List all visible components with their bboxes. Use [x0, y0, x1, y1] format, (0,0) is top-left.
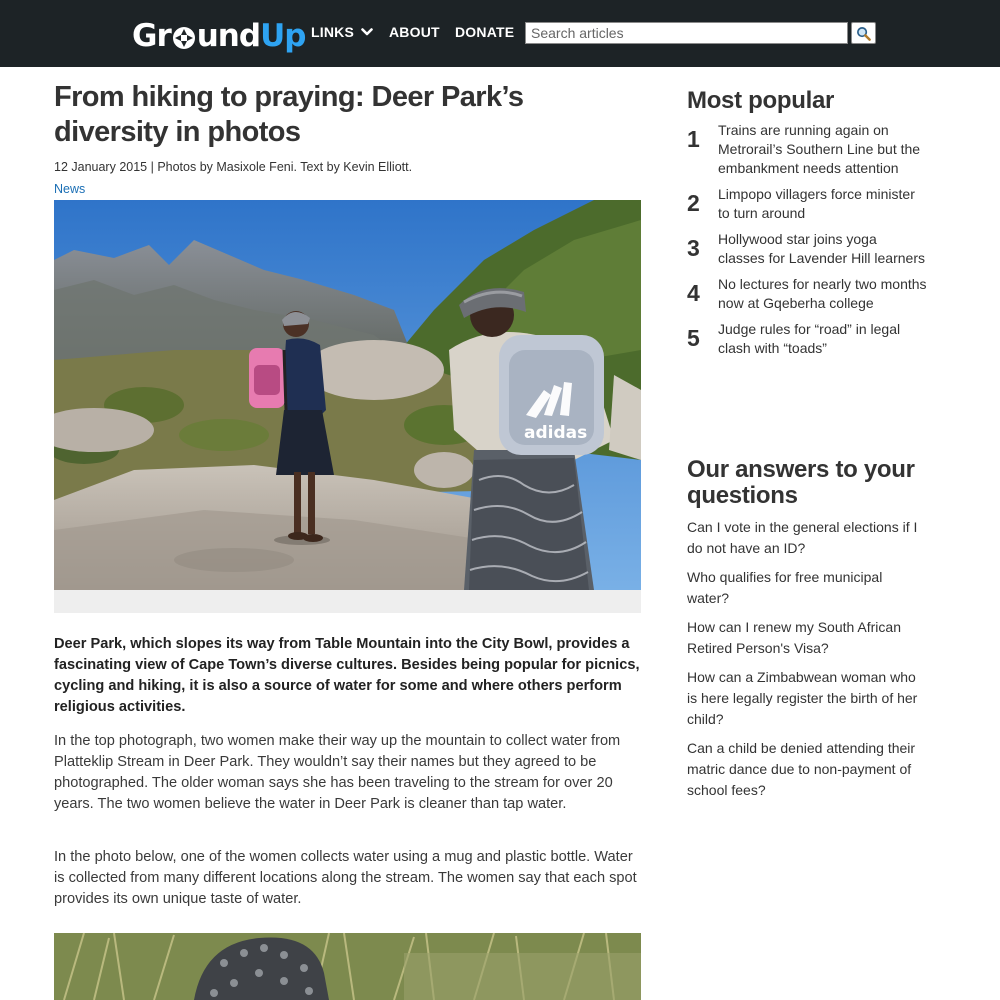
site-header	[0, 0, 1000, 67]
answers-list-item	[687, 567, 927, 609]
answers-list-item	[687, 517, 927, 559]
rank-number: 4	[687, 280, 700, 306]
most-popular-item	[687, 121, 927, 178]
article-paragraph-1: In the top photograph, two women make their way up the mountain to collect water from Platteklip Stream in Deer Park. They wouldn’t say their names but they agreed to be photographed. The older woman says she has been traveling to the stream for over 20 years. The two women believe the water in Deer Park is cleaner than tap water.	[54, 733, 621, 812]
most-popular-item	[687, 275, 927, 313]
nav-links-menu[interactable]	[311, 24, 373, 40]
most-popular-link[interactable]: No lectures for nearly two months now at Gqeberha college	[718, 276, 927, 311]
camera-aperture-icon	[172, 26, 196, 50]
answer-link[interactable]: How can a Zimbabwean woman who is here legally register the birth of her child?	[687, 669, 918, 727]
answers-heading: Our answers to your questions	[687, 456, 915, 509]
article-paragraph-2: In the photo below, one of the women collects water using a mug and plastic bottle. Water is collected from many different locations along the stream. The women say that each spot provides its own unique taste of water.	[54, 849, 637, 907]
answer-link[interactable]: How can I renew my South African Retired Person's Visa?	[687, 619, 901, 656]
search-input[interactable]	[525, 22, 848, 44]
rank-number: 1	[687, 126, 700, 152]
article-photo-water-collection	[54, 933, 641, 1000]
article-photo-hikers	[54, 200, 641, 590]
logo-text-up: Up	[260, 18, 306, 54]
most-popular-item	[687, 320, 927, 358]
most-popular-link[interactable]: Hollywood star joins yoga classes for Lavender Hill learners	[718, 231, 925, 266]
rank-number: 5	[687, 325, 700, 351]
rank-number: 2	[687, 190, 700, 216]
article-byline: 12 January 2015 | Photos by Masixole Feni. Text by Kevin Elliott.	[54, 160, 413, 174]
most-popular-heading: Most popular	[687, 87, 835, 114]
article-title: From hiking to praying: Deer Park’s diversity in photos	[54, 81, 524, 148]
photo-backpack-logo-text: adidas	[524, 423, 588, 443]
answer-link[interactable]: Can a child be denied attending their matric dance due to non-payment of school fees?	[687, 740, 916, 798]
answer-link[interactable]: Can I vote in the general elections if I do not have an ID?	[687, 519, 918, 556]
answer-link[interactable]: Who qualifies for free municipal water?	[687, 569, 883, 606]
photo-two-women-climbing	[54, 200, 641, 590]
most-popular-list	[687, 121, 927, 365]
logo-text-part2: und	[196, 18, 261, 54]
most-popular-link[interactable]: Judge rules for “road” in legal clash with “toads”	[718, 321, 901, 356]
article-category-link[interactable]: News	[54, 182, 86, 196]
most-popular-item	[687, 185, 927, 223]
most-popular-link[interactable]: Trains are running again on Metrorail’s Southern Line but the embankment needs attention	[718, 122, 921, 176]
logo-text-ground	[132, 18, 260, 54]
photo-woman-collecting-water	[54, 933, 641, 1000]
nav-donate-link[interactable]: DONATE	[455, 24, 515, 40]
nav-links-label: LINKS	[311, 24, 354, 40]
search-icon	[856, 26, 871, 41]
answers-list-item	[687, 667, 927, 730]
answers-list-item	[687, 738, 927, 801]
article-photo-figure	[54, 200, 641, 613]
chevron-down-icon	[361, 28, 373, 36]
answers-list	[687, 517, 927, 809]
most-popular-item	[687, 230, 927, 268]
site-logo[interactable]	[132, 16, 305, 56]
answers-list-item	[687, 617, 927, 659]
rank-number: 3	[687, 235, 700, 261]
search-button[interactable]	[851, 22, 876, 44]
logo-text-part1: Gr	[132, 18, 171, 54]
most-popular-link[interactable]: Limpopo villagers force minister to turn around	[718, 186, 915, 221]
nav-about-link[interactable]: ABOUT	[389, 24, 440, 40]
article-lede: Deer Park, which slopes its way from Table Mountain into the City Bowl, provides a fascinating view of Cape Town’s diverse cultures. Besides being popular for picnics, cycling and hiking, it is also a source of water for some and where others perform religious activities.	[54, 636, 640, 715]
